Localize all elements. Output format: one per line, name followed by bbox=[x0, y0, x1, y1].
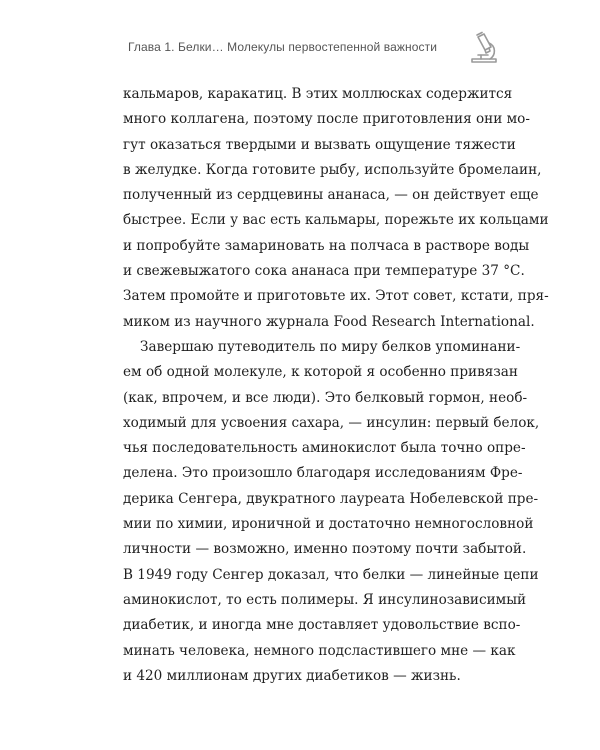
text-line: много коллагена, поэтому после приготовления они мо- bbox=[123, 111, 530, 128]
text-line: минать человека, немного подсластившего мне — как bbox=[123, 642, 516, 659]
text-line: Завершаю путеводитель по миру белков упоминани- bbox=[140, 338, 521, 355]
body-text bbox=[123, 82, 549, 689]
text-line: дерика Сенгера, двукратного лауреата Нобелевской пре- bbox=[123, 490, 539, 507]
text-line: делена. Это произошло благодаря исследованиям Фре- bbox=[123, 465, 523, 482]
text-line: Затем промойте и приготовьте их. Этот совет, кстати, пря- bbox=[123, 288, 549, 305]
text-line: мии по химии, ироничной и достаточно немногословной bbox=[123, 516, 534, 533]
text-line: аминокислот, то есть полимеры. Я инсулинозависимый bbox=[123, 591, 527, 608]
running-title: Глава 1. Белки… Молекулы первостепенной важности bbox=[128, 40, 438, 54]
text-line: В 1949 году Сенгер доказал, что белки — линейные цепи bbox=[123, 566, 539, 583]
paragraph-1 bbox=[123, 82, 549, 335]
text-line: кальмаров, каракатиц. В этих моллюсках содержится bbox=[123, 86, 513, 102]
text-line: диабетик, и иногда мне доставляет удовольствие вспо- bbox=[123, 617, 521, 634]
text-line: (как, впрочем, и все люди). Это белковый гормон, необ- bbox=[123, 389, 528, 406]
text-line: и 420 миллионам других диабетиков — жизнь. bbox=[123, 667, 461, 684]
text-line: гут оказаться твердыми и вызвать ощущение тяжести bbox=[123, 136, 516, 153]
text-line: ходимый для усвоения сахара, — инсулин: первый белок, bbox=[123, 414, 540, 431]
text-line: личности — возможно, именно поэтому почти забытой. bbox=[123, 541, 527, 558]
running-header bbox=[0, 31, 600, 71]
text-line: и свежевыжатого сока ананаса при температуре 37 °С. bbox=[123, 263, 525, 280]
text-line: в желудке. Когда готовите рыбу, используйте бромелаин, bbox=[123, 161, 542, 178]
text-line: ем об одной молекуле, к которой я особенно привязан bbox=[123, 364, 518, 381]
microscope-icon bbox=[466, 31, 502, 67]
text-line: чья последовательность аминокислот была точно опре- bbox=[123, 440, 526, 457]
paragraph-2 bbox=[123, 335, 540, 689]
text-line: миком из научного журнала Food Research International. bbox=[123, 313, 535, 330]
text-line: и попробуйте замариновать на полчаса в растворе воды bbox=[123, 237, 530, 254]
text-line: быстрее. Если у вас есть кальмары, порежьте их кольцами bbox=[123, 212, 549, 229]
text-line: полученный из сердцевины ананаса, — он действует еще bbox=[123, 187, 539, 204]
